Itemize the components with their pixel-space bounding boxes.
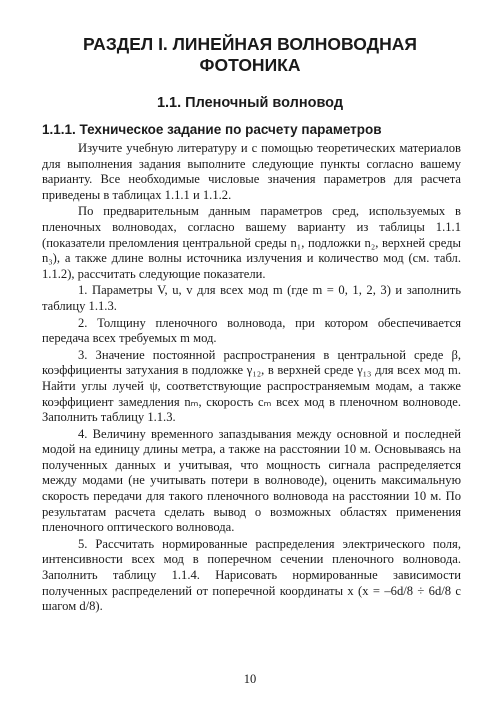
paragraph-item-2: 2. Толщину пленочного волновода, при котором обеспечивается передача всех требуемых m мод.: [42, 315, 461, 346]
chapter-title-line-2: ФОТОНИКА: [199, 55, 301, 75]
section-title: 1.1. Пленочный волновод: [156, 95, 344, 111]
paragraph-item-3: 3. Значение постоянной распространения в центральной среде β, коэффициенты затухания в подложке γ₁₂, в верхней среде γ₁₃ для всех мод m. Найти углы лучей ψ, соответствующие распространяемым модам, а также коэффициент замедления nₘ, скорость cₘ всех мод в пленочном волноводе. Заполнить таблицу 1.1.3.: [42, 347, 461, 425]
paragraph-intro: Изучите учебную литературу и с помощью теоретических материалов для выполнения задания выполните следующие пункты согласно вашему варианту. Все необходимые числовые значения параметров для расчета приведены в таблицах 1.1.1 и 1.1.2.: [42, 141, 461, 202]
paragraph-item-5: 5. Рассчитать нормированные распределения электрического поля, интенсивности всех мод в поперечном сечении пленочного волновода. Заполнить таблицу 1.1.4. Нарисовать нормированные зависимости полученных распределений от поперечной координаты x (x = –6d/8 ÷ 6d/8 с шагом d/8).: [42, 536, 461, 614]
paragraph-item-4: 4. Величину временного запаздывания между основной и последней модой на единицу длины метра, а также на расстоянии 10 м. Основываясь на полученных данных и учитывая, что мощность сигнала распределяется между модами (не учитывать потери в волноводе), оценить максимальную скорость передачи для такого пленочного волновода на расстоянии 10 м. По результатам расчета сделать вывод о возможных областях применения пленочного оптического волновода.: [42, 426, 461, 535]
chapter-title: [40, 34, 460, 76]
chapter-title-line-1: РАЗДЕЛ I. ЛИНЕЙНАЯ ВОЛНОВОДНАЯ: [83, 34, 417, 54]
subsection-title: 1.1.1. Техническое задание по расчету параметров: [42, 122, 382, 137]
page-number: 10: [243, 672, 257, 686]
paragraph-item-1: 1. Параметры V, u, v для всех мод m (где m = 0, 1, 2, 3) и заполнить таблицу 1.1.3.: [42, 283, 461, 313]
paragraph-media-parameters: По предварительным данным параметров сред, используемых в пленочных волноводах, согласно вашему варианту из таблицы 1.1.1 (показатели преломления центральной среды n₁, подложки n₂, верхней среды n₃), а также длине волны источника излучения и количество мод (см. табл. 1.1.2), рассчитать следующие показатели.: [42, 204, 461, 281]
body-text: [42, 141, 461, 615]
